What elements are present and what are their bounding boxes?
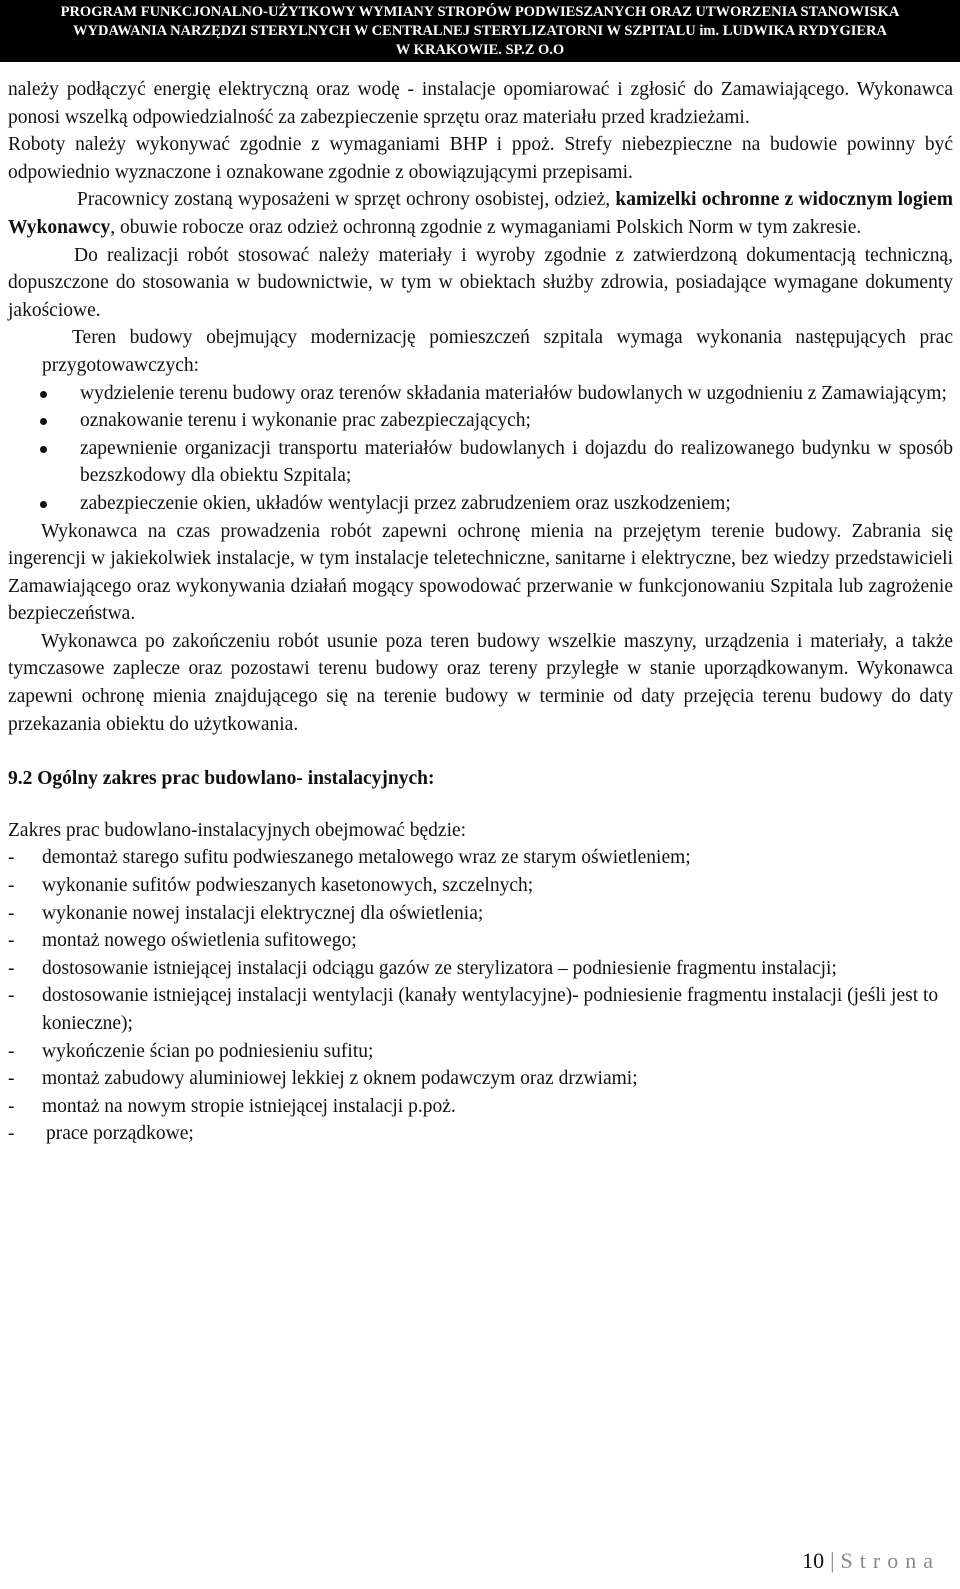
paragraph-3-part-b: , obuwie robocze oraz odzież ochronną zgodnie z wymaganiami Polskich Norm w tym zakresie.: [110, 216, 862, 238]
bullet-item: zabezpieczenie okien, układów wentylacji przez zabrudzeniem oraz uszkodzeniem;: [8, 490, 953, 518]
preparation-bullet-list: [8, 380, 953, 518]
paragraph-3: [8, 186, 953, 241]
paragraph-5: [8, 324, 953, 379]
section-heading: 9.2 Ogólny zakres prac budowlano- instalacyjnych:: [8, 768, 435, 790]
dash-item: [8, 1065, 953, 1093]
page-footer: [802, 1548, 940, 1574]
dash-item-text: prace porządkowe;: [46, 1123, 194, 1145]
dash-item-text: dostosowanie istniejącej instalacji wentylacji (kanały wentylacyjne)- podniesienie fragmentu instalacji (jeśli jest to konieczne);: [42, 985, 939, 1034]
dash-item-text: wykonanie sufitów podwieszanych kasetonowych, szczelnych;: [42, 875, 534, 897]
header-line-1: PROGRAM FUNKCJONALNO-UŻYTKOWY WYMIANY STROPÓW PODWIESZANYCH ORAZ UTWORZENIA STANOWISKA: [60, 4, 900, 20]
paragraph-2: Roboty należy wykonywać zgodnie z wymaganiami BHP i ppoż. Strefy niebezpieczne na budowie powinny być odpowiednio wyznaczone i oznakowane zgodnie z obowiązującymi przepisami.: [8, 134, 953, 183]
dash-mark: -: [8, 1095, 15, 1117]
paragraph-1: należy podłączyć energię elektryczną oraz wodę - instalacje opomiarować i zgłosić do Zamawiającego. Wykonawca ponosi wszelką odpowiedzialność za zabezpieczenie sprzętu oraz materiału przed kradzieżami.: [8, 79, 953, 128]
dash-mark: -: [8, 875, 15, 897]
dash-item: [8, 982, 953, 1037]
bullet-item: wydzielenie terenu budowy oraz terenów składania materiałów budowlanych w uzgodnieniu z Zamawiającym;: [8, 380, 953, 408]
footer-separator: |: [830, 1548, 835, 1573]
dash-item: [8, 1120, 953, 1148]
dash-item: [8, 900, 953, 928]
dash-item: [8, 872, 953, 900]
dash-item-text: montaż na nowym stropie istniejącej instalacji p.poż.: [42, 1095, 456, 1117]
dash-mark: -: [8, 1068, 15, 1090]
dash-mark: -: [8, 957, 15, 979]
page-number: 10: [802, 1548, 825, 1573]
section-intro: Zakres prac budowlano-instalacyjnych obejmować będzie:: [8, 819, 467, 841]
paragraph-3-part-a: Pracownicy zostaną wyposażeni w sprzęt ochrony osobistej, odzież,: [77, 189, 616, 211]
dash-mark: -: [8, 1040, 15, 1062]
dash-item-text: montaż nowego oświetlenia sufitowego;: [42, 930, 357, 952]
paragraph-4: Do realizacji robót stosować należy materiały i wyroby zgodnie z zatwierdzoną dokumentacją techniczną, dopuszczone do stosowania w budownictwie, w tym w obiektach służby zdrowia, posiadające wymagane dokumenty jakościowe.: [8, 244, 953, 321]
dash-item-text: dostosowanie istniejącej instalacji odciągu gazów ze sterylizatora – podniesienie fragmentu instalacji;: [42, 957, 837, 979]
paragraph-7: Wykonawca po zakończeniu robót usunie poza teren budowy wszelkie maszyny, urządzenia i materiały, a także tymczasowe zaplecze oraz pozostawi terenu budowy oraz tereny przyległe w stanie uporządkowanym. Wykonawca zapewni ochronę mienia znajdującego się na terenie budowy w terminie od daty przejęcia terenu budowy do daty przekazania obiektu do użytkowania.: [8, 630, 953, 735]
dash-item-text: wykonanie nowej instalacji elektrycznej dla oświetlenia;: [42, 902, 484, 924]
header-line-2: WYDAWANIA NARZĘDZI STERYLNYCH W CENTRALNEJ STERYLIZATORNI W SZPITALU im. LUDWIKA RYDYGIERA: [73, 23, 887, 39]
dash-item-text: montaż zabudowy aluminiowej lekkiej z oknem podawczym oraz drzwiami;: [42, 1068, 638, 1090]
dash-item-text: demontaż starego sufitu podwieszanego metalowego wraz ze starym oświetleniem;: [42, 847, 691, 869]
header-line-3: W KRAKOWIE. SP.Z O.O: [395, 42, 565, 58]
dash-item: [8, 1038, 953, 1066]
dash-mark: -: [8, 847, 15, 869]
dash-item: [8, 955, 953, 983]
bullet-item: oznakowanie terenu i wykonanie prac zabezpieczających;: [8, 407, 953, 435]
page-word: Strona: [840, 1548, 940, 1573]
document-body: [8, 76, 953, 1148]
dash-item: [8, 1093, 953, 1121]
dash-mark: -: [8, 930, 15, 952]
dash-mark: -: [8, 1123, 15, 1145]
bullet-item: zapewnienie organizacji transportu materiałów budowlanych i dojazdu do realizowanego budynku w sposób bezszkodowy dla obiektu Szpitala;: [8, 435, 953, 490]
dash-item-text: wykończenie ścian po podniesieniu sufitu;: [42, 1040, 374, 1062]
document-header: [0, 0, 960, 62]
dash-item: [8, 927, 953, 955]
paragraph-6: Wykonawca na czas prowadzenia robót zapewni ochronę mienia na przejętym terenie budowy. Zabrania się ingerencji w jakiekolwiek instalacje, w tym instalacje teletechniczne, sanitarne i elektryczne, bez wiedzy przedstawicieli Zamawiającego oraz wykonywania działań mogący spowodować przerwanie w funkcjonowaniu Szpitala lub zagrożenie bezpieczeństwa.: [8, 520, 953, 625]
dash-mark: -: [8, 902, 15, 924]
dash-item: [8, 844, 953, 872]
scope-dash-list: [8, 844, 953, 1148]
paragraph-3-bold: kamizelki ochronne z widocznym logiem Wykonawcy: [8, 189, 953, 238]
dash-mark: -: [8, 985, 15, 1007]
paragraph-5-text: Teren budowy obejmujący modernizację pomieszczeń szpitala wymaga wykonania następujących prac przygotowawczych:: [42, 327, 953, 376]
